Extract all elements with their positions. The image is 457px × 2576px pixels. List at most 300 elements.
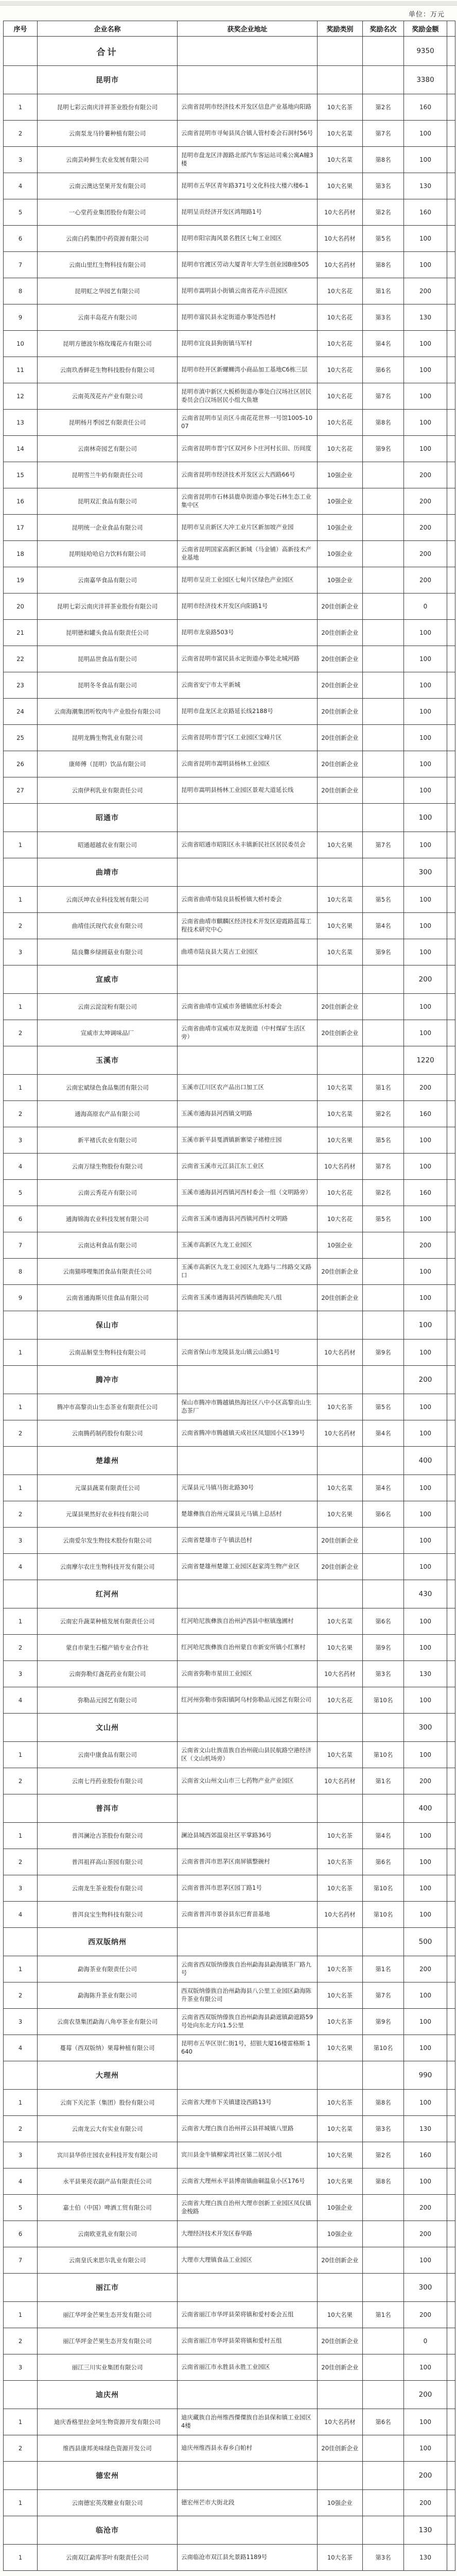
cell-extra (447, 383, 455, 410)
table-row (4, 121, 455, 147)
cell-category (318, 1794, 363, 1823)
cell-extra (447, 1475, 455, 1501)
cell-rank (363, 777, 404, 804)
cell-address (178, 1794, 318, 1823)
cell-rank: 第7名 (363, 121, 404, 147)
cell-category: 10大名菜 (318, 939, 363, 965)
city-row (4, 2274, 455, 2302)
city-row (4, 1794, 455, 1823)
cell-name: 陆良爨乡绿圆菇业有限公司 (38, 939, 178, 965)
cell-address: 玉溪市通海县河西镇河西村委会一组（文明路旁） (178, 1180, 318, 1206)
table-row (4, 2409, 455, 2435)
cell-name: 云南泵龙马铃薯种植有限公司 (38, 121, 178, 147)
cell-address: 西双版纳傣族自治州勐海县八公里工业园区勐海陈升茶业有限公司 (178, 1982, 318, 2009)
cell-extra (447, 1311, 455, 1340)
cell-amount: 200 (404, 2195, 447, 2221)
cell-address: 楚雄彝族自治州元谋县元马镇上总括村 (178, 1501, 318, 1528)
cell-address: 云南省文山壮族苗族自治州砚山县民航路空港经济区（文山机场旁） (178, 1742, 318, 1768)
cell-name: 临沧市 (38, 2516, 178, 2545)
cell-rank: 第6名 (363, 1501, 404, 1528)
cell-category: 10大名药材 (318, 199, 363, 226)
cell-extra (447, 2061, 455, 2090)
cell-name: 昭通超越农业有限公司 (38, 832, 178, 858)
cell-category: 10大名花 (318, 383, 363, 410)
cell-category: 10大名茶 (318, 1849, 363, 1875)
cell-extra (447, 1823, 455, 1849)
cell-address: 云南省昆明市晋宁区双河乡卜庄河村长田、历间度 (178, 436, 318, 462)
cell-address: 云南省大理市下关镇建设西路13号 (178, 2090, 318, 2116)
cell-name: 文山州 (38, 1714, 178, 1742)
cell-extra (447, 646, 455, 672)
table-row (4, 672, 455, 699)
cell-extra (447, 751, 455, 777)
cell-amount: 100 (404, 226, 447, 252)
cell-amount: 130 (404, 2545, 447, 2571)
cell-rank (363, 1259, 404, 1285)
table-row (4, 994, 455, 1020)
cell-extra (447, 594, 455, 620)
cell-category: 20佳创新企业 (318, 1528, 363, 1554)
cell-address (178, 965, 318, 994)
cell-address: 云南临沧市双江县允景路1189号 (178, 2545, 318, 2571)
cell-extra (447, 2195, 455, 2221)
cell-index (4, 965, 38, 994)
cell-name: 云南中康食品有限公司 (38, 1742, 178, 1768)
table-row (4, 1101, 455, 1127)
cell-category: 10大名果 (318, 832, 363, 858)
cell-address: 云南省昆明国家高新区新城（马金铺）高新技术产业基地 (178, 541, 318, 567)
table-row (4, 1982, 455, 2009)
cell-category: 10大名茶 (318, 2009, 363, 2035)
cell-category (318, 965, 363, 994)
cell-extra (447, 436, 455, 462)
cell-address: 昆明市阳宗海风景名胜区七甸工业园区 (178, 226, 318, 252)
cell-extra (447, 1420, 455, 1447)
table-row (4, 1501, 455, 1528)
cell-rank (363, 2195, 404, 2221)
cell-index (4, 2516, 38, 2545)
cell-rank (363, 541, 404, 567)
cell-amount: 100 (404, 2435, 447, 2462)
table-row (4, 1020, 455, 1046)
cell-index (4, 1580, 38, 1608)
cell-extra (447, 462, 455, 488)
cell-rank: 第9名 (363, 939, 404, 965)
cell-name: 云南七丹药业股份有限公司 (38, 1768, 178, 1794)
cell-category: 20佳创新企业 (318, 994, 363, 1020)
cell-extra (447, 94, 455, 121)
cell-address: 昆明市呈贡工业园区七甸片区绿色产业园区 (178, 567, 318, 594)
cell-category (318, 2061, 363, 2090)
table-row (4, 1075, 455, 1101)
city-row (4, 1714, 455, 1742)
cell-extra (447, 2516, 455, 2545)
cell-amount: 990 (404, 2061, 447, 2090)
cell-name: 云南腾药制药股份有限公司 (38, 1420, 178, 1447)
cell-index: 1 (4, 1340, 38, 1366)
cell-address: 云南省大理白族自治州祥云县祥城镇八里路 (178, 2116, 318, 2142)
cell-category (318, 1366, 363, 1394)
table-body (4, 37, 455, 2571)
cell-address: 云南省昆明市晋宁区工业园区宝峰片区 (178, 725, 318, 751)
table-row (4, 383, 455, 410)
cell-index (4, 2274, 38, 2302)
cell-amount: 100 (404, 2090, 447, 2116)
cell-amount: 100 (404, 2409, 447, 2435)
cell-extra (447, 620, 455, 646)
cell-name: 昆明德和罐头食品有限责任公司 (38, 620, 178, 646)
cell-name: 迪庆州 (38, 2381, 178, 2409)
cell-rank: 第9名 (363, 1635, 404, 1661)
cell-address: 昆明市官渡区劳动大厦青年大学生创业园B座505 (178, 252, 318, 278)
cell-amount: 200 (404, 278, 447, 304)
cell-name: 一心堂药业集团股份有限公司 (38, 199, 178, 226)
cell-category: 10强企业 (318, 488, 363, 515)
cell-index: 21 (4, 620, 38, 646)
cell-extra (447, 1447, 455, 1475)
cell-address: 云南省昭通市昭阳区永丰镇新民社区居民委员会 (178, 832, 318, 858)
cell-address (178, 1366, 318, 1394)
cell-category: 20佳创新企业 (318, 751, 363, 777)
cell-category: 20佳创新企业 (318, 2354, 363, 2381)
table-row (4, 725, 455, 751)
table-row (4, 147, 455, 173)
cell-name: 腾冲市 (38, 1366, 178, 1394)
cell-address: 曲靖市陆良县大莫古工业园区 (178, 939, 318, 965)
cell-category: 10大名果 (318, 1501, 363, 1528)
cell-name: 云南双江勐库茶叶有限责任公司 (38, 2545, 178, 2571)
cell-extra (447, 1340, 455, 1366)
cell-rank: 第1名 (363, 1075, 404, 1101)
table-row (4, 436, 455, 462)
cell-rank: 第3名 (363, 304, 404, 331)
cell-extra (447, 121, 455, 147)
table-row (4, 1420, 455, 1447)
cell-name: 弥勒品元园艺有限公司 (38, 1687, 178, 1714)
cell-address: 云南省楚雄市子午镇法邑村 (178, 1528, 318, 1554)
cell-name: 云南摩尔农庄生物科技开发有限公司 (38, 1554, 178, 1580)
table-row (4, 357, 455, 383)
cell-name: 云南嘉华食品有限公司 (38, 567, 178, 594)
cell-category: 10大名茶 (318, 2090, 363, 2116)
cell-category: 10大名菜 (318, 1075, 363, 1101)
cell-index: 8 (4, 1259, 38, 1285)
cell-amount: 100 (404, 699, 447, 725)
cell-category (318, 1046, 363, 1075)
cell-rank: 第10名 (363, 2035, 404, 2061)
table-row (4, 1340, 455, 1366)
cell-amount: 100 (404, 1823, 447, 1849)
table-row (4, 646, 455, 672)
cell-address: 云南省大理州永平县博南镇曲硐温泉小区176号 (178, 2168, 318, 2195)
cell-name: 迪庆香格里拉金坷生物资源开发有限公司 (38, 2409, 178, 2435)
cell-category (318, 1311, 363, 1340)
cell-amount: 100 (404, 751, 447, 777)
cell-name: 云南伊利乳业有限责任公司 (38, 777, 178, 804)
cell-amount: 100 (404, 1608, 447, 1635)
page-top-strip (0, 1, 457, 6)
cell-amount: 100 (404, 1902, 447, 1928)
cell-extra (447, 2221, 455, 2247)
cell-amount: 400 (404, 1794, 447, 1823)
cell-index: 17 (4, 515, 38, 541)
cell-extra (447, 1285, 455, 1311)
cell-address: 昆明市滇中新区大板桥街道办事处白汉场社区居民委员会白汉场居民小组大鱼塘 (178, 383, 318, 410)
cell-rank (363, 37, 404, 66)
cell-address: 云南省普洱市景谷县东巴育苗基地 (178, 1902, 318, 1928)
cell-name: 昭通市 (38, 804, 178, 832)
cell-amount: 100 (404, 1127, 447, 1154)
cell-address: 玉溪市新平县戛洒镇新寨梁子褚橙庄园 (178, 1127, 318, 1154)
cell-address: 云南省昆明市嵩明县杨林工业园区 (178, 751, 318, 777)
cell-extra (447, 515, 455, 541)
cell-address (178, 37, 318, 66)
cell-category: 10大名果 (318, 1635, 363, 1661)
table-row (4, 1956, 455, 1982)
cell-address: 昆明市五华区崇仁街1号，招银大厦16楼雷格斯 1640 (178, 2035, 318, 2061)
cell-rank (363, 2516, 404, 2545)
cell-index (4, 858, 38, 887)
cell-amount: 100 (404, 1259, 447, 1285)
table-row (4, 515, 455, 541)
cell-rank: 第3名 (363, 2116, 404, 2142)
cell-extra (447, 1768, 455, 1794)
cell-category: 10大名花 (318, 410, 363, 436)
cell-name: 丽江三川实业集团有限公司 (38, 2354, 178, 2381)
cell-index: 3 (4, 2009, 38, 2035)
cell-address (178, 2061, 318, 2090)
cell-name: 昆明市 (38, 66, 178, 94)
cell-index: 1 (4, 94, 38, 121)
cell-index: 8 (4, 278, 38, 304)
cell-category (318, 1714, 363, 1742)
cell-amount: 100 (404, 2247, 447, 2274)
table-row (4, 594, 455, 620)
cell-address: 玉溪市江川区农产品出口加工区 (178, 1075, 318, 1101)
cell-index: 6 (4, 226, 38, 252)
table-row (4, 2435, 455, 2462)
table-row (4, 173, 455, 199)
city-row (4, 965, 455, 994)
cell-extra (447, 2545, 455, 2571)
cell-amount: 100 (404, 994, 447, 1020)
cell-name: 云南沃坤农业科技发展有限公司 (38, 887, 178, 913)
cell-category: 20佳创新企业 (318, 1259, 363, 1285)
cell-category: 10大名果 (318, 2142, 363, 2168)
table-row (4, 462, 455, 488)
cell-rank: 第5名 (363, 1127, 404, 1154)
cell-name: 维西县康邦美味绿色资源开发公司 (38, 2435, 178, 2462)
cell-category: 10大名花 (318, 357, 363, 383)
cell-amount: 100 (404, 1875, 447, 1902)
cell-category: 20佳创新企业 (318, 594, 363, 620)
cell-amount: 3380 (404, 66, 447, 94)
cell-address: 云南省昆明市石林县鹿阜街道办事处石林生态工业集中区 (178, 488, 318, 515)
cell-name: 昆明双汇食品有限公司 (38, 488, 178, 515)
cell-address: 云南省西双版纳傣族自治州勐海县勐遮镇勐遮路59号处向东北方向1.5公里 (178, 2009, 318, 2035)
cell-category: 10大名花 (318, 331, 363, 357)
cell-rank: 第9名 (363, 2009, 404, 2035)
cell-category: 10大名药材 (318, 1340, 363, 1366)
cell-address: 云南省楚雄州楚雄工业园区赵家湾生物产业区 (178, 1554, 318, 1580)
cell-extra (447, 1661, 455, 1687)
cell-extra (447, 1394, 455, 1420)
cell-name: 云南海潮集团听牧肉牛产业股份有限公司 (38, 699, 178, 725)
cell-index (4, 37, 38, 66)
cell-category: 10大名茶 (318, 94, 363, 121)
cell-name: 云南白药集团中药资源有限公司 (38, 226, 178, 252)
table-row (4, 1394, 455, 1420)
cell-amount: 130 (404, 2516, 447, 2545)
cell-index: 2 (4, 1768, 38, 1794)
cell-index: 2 (4, 1020, 38, 1046)
cell-category (318, 66, 363, 94)
cell-index: 2 (4, 2435, 38, 2462)
cell-extra (447, 1528, 455, 1554)
cell-address (178, 1580, 318, 1608)
cell-index: 4 (4, 173, 38, 199)
cell-index (4, 1447, 38, 1475)
cell-amount: 100 (404, 121, 447, 147)
cell-address (178, 1928, 318, 1956)
cell-name: 云南德宏英茂糖业有限公司 (38, 2490, 178, 2516)
cell-rank: 第10名 (363, 1902, 404, 1928)
cell-amount: 100 (404, 1742, 447, 1768)
cell-name: 嘉士伯（中国）啤酒工贸有限公司 (38, 2195, 178, 2221)
cell-name: 通海高原农产品有限公司 (38, 1101, 178, 1127)
cell-amount: 400 (404, 1447, 447, 1475)
cell-amount: 100 (404, 252, 447, 278)
cell-category: 10大名花 (318, 304, 363, 331)
cell-rank (363, 994, 404, 1020)
cell-index: 3 (4, 2354, 38, 2381)
cell-index: 13 (4, 410, 38, 436)
cell-rank (363, 858, 404, 887)
cell-name: 大理州 (38, 2061, 178, 2090)
header-address: 获奖企业地址 (178, 21, 318, 37)
cell-rank (363, 1554, 404, 1580)
cell-category: 10强企业 (318, 2195, 363, 2221)
city-row (4, 2061, 455, 2090)
table-row (4, 1528, 455, 1554)
cell-name: 云南万绿生物股份有限公司 (38, 1154, 178, 1180)
cell-name: 昆明统一企业食品有限公司 (38, 515, 178, 541)
cell-address (178, 2274, 318, 2302)
cell-address: 红河哈尼族彝族自治州泸西县中枢镇逸圃村 (178, 1608, 318, 1635)
cell-index: 24 (4, 699, 38, 725)
city-row (4, 1366, 455, 1394)
cell-extra (447, 2490, 455, 2516)
table-row (4, 331, 455, 357)
cell-category: 20佳创新企业 (318, 672, 363, 699)
cell-amount: 100 (404, 1687, 447, 1714)
cell-rank: 第6名 (363, 2409, 404, 2435)
cell-name: 云南龙生茶业股份有限公司 (38, 1875, 178, 1902)
cell-index (4, 2061, 38, 2090)
cell-index (4, 2381, 38, 2409)
cell-address: 云南省玉溪市通海县河西镇曲陀关八组 (178, 1285, 318, 1311)
cell-rank (363, 2381, 404, 2409)
table-row (4, 1742, 455, 1768)
table-row (4, 1902, 455, 1928)
table-row (4, 488, 455, 515)
cell-index: 4 (4, 1554, 38, 1580)
cell-extra (447, 1206, 455, 1232)
table-row (4, 199, 455, 226)
cell-category: 10强企业 (318, 2221, 363, 2247)
cell-amount: 130 (404, 1661, 447, 1687)
cell-extra (447, 2354, 455, 2381)
cell-rank: 第2名 (363, 199, 404, 226)
cell-index: 2 (4, 2328, 38, 2354)
cell-address: 云南省安宁市太平新城 (178, 672, 318, 699)
cell-name: 普洱祖祥高山茶园有限公司 (38, 1849, 178, 1875)
cell-amount: 300 (404, 1714, 447, 1742)
cell-index: 3 (4, 1661, 38, 1687)
table-row (4, 832, 455, 858)
cell-amount: 100 (404, 1849, 447, 1875)
cell-category: 10大名药材 (318, 1154, 363, 1180)
cell-extra (447, 357, 455, 383)
cell-amount: 100 (404, 383, 447, 410)
cell-extra (447, 994, 455, 1020)
table-row (4, 913, 455, 939)
cell-extra (447, 699, 455, 725)
cell-extra (447, 1956, 455, 1982)
cell-index (4, 66, 38, 94)
cell-name: 楚雄州 (38, 1447, 178, 1475)
cell-extra (447, 777, 455, 804)
cell-index: 5 (4, 1180, 38, 1206)
cell-address: 昆明市盘龙区北京路延长线2188号 (178, 699, 318, 725)
cell-address: 昆明市嵩明县杨林工业园区景观大道延长线 (178, 777, 318, 804)
cell-category (318, 37, 363, 66)
cell-amount: 100 (404, 1635, 447, 1661)
cell-address: 云南省曲靖市宣威市双龙街道（中村煤矿生活区旁） (178, 1020, 318, 1046)
table-row (4, 1687, 455, 1714)
cell-extra (447, 173, 455, 199)
cell-name: 云南英茂花卉产业有限公司 (38, 383, 178, 410)
cell-category: 20佳创新企业 (318, 2435, 363, 2462)
cell-extra (447, 1928, 455, 1956)
table-row (4, 1768, 455, 1794)
cell-index: 27 (4, 777, 38, 804)
cell-name: 通海锦海农业科技发展有限公司 (38, 1206, 178, 1232)
cell-amount: 160 (404, 94, 447, 121)
cell-index: 7 (4, 2247, 38, 2274)
cell-name: 云南爱尔发生物技术股份有限公司 (38, 1528, 178, 1554)
cell-rank (363, 2274, 404, 2302)
cell-address (178, 2516, 318, 2545)
cell-amount: 100 (404, 357, 447, 383)
cell-address: 云南省玉溪市通海县河西镇河西村文明路 (178, 1206, 318, 1232)
cell-extra (447, 1849, 455, 1875)
cell-name: 普洱良宝生物科技有限公司 (38, 1902, 178, 1928)
cell-category: 10大名菜 (318, 2116, 363, 2142)
cell-address: 云南省保山市龙陵县龙山镇云山路1号 (178, 1340, 318, 1366)
header-extra (447, 21, 455, 37)
table-row (4, 1206, 455, 1232)
cell-category: 20佳创新企业 (318, 777, 363, 804)
cell-rank (363, 2061, 404, 2090)
cell-address: 昆明市龙泉路503号 (178, 620, 318, 646)
cell-index: 25 (4, 725, 38, 751)
cell-address: 云南省普洱市思茅区园丁路1号 (178, 1875, 318, 1902)
cell-extra (447, 1742, 455, 1768)
cell-rank: 第3名 (363, 2545, 404, 2571)
cell-amount: 0 (404, 594, 447, 620)
table-row (4, 410, 455, 436)
